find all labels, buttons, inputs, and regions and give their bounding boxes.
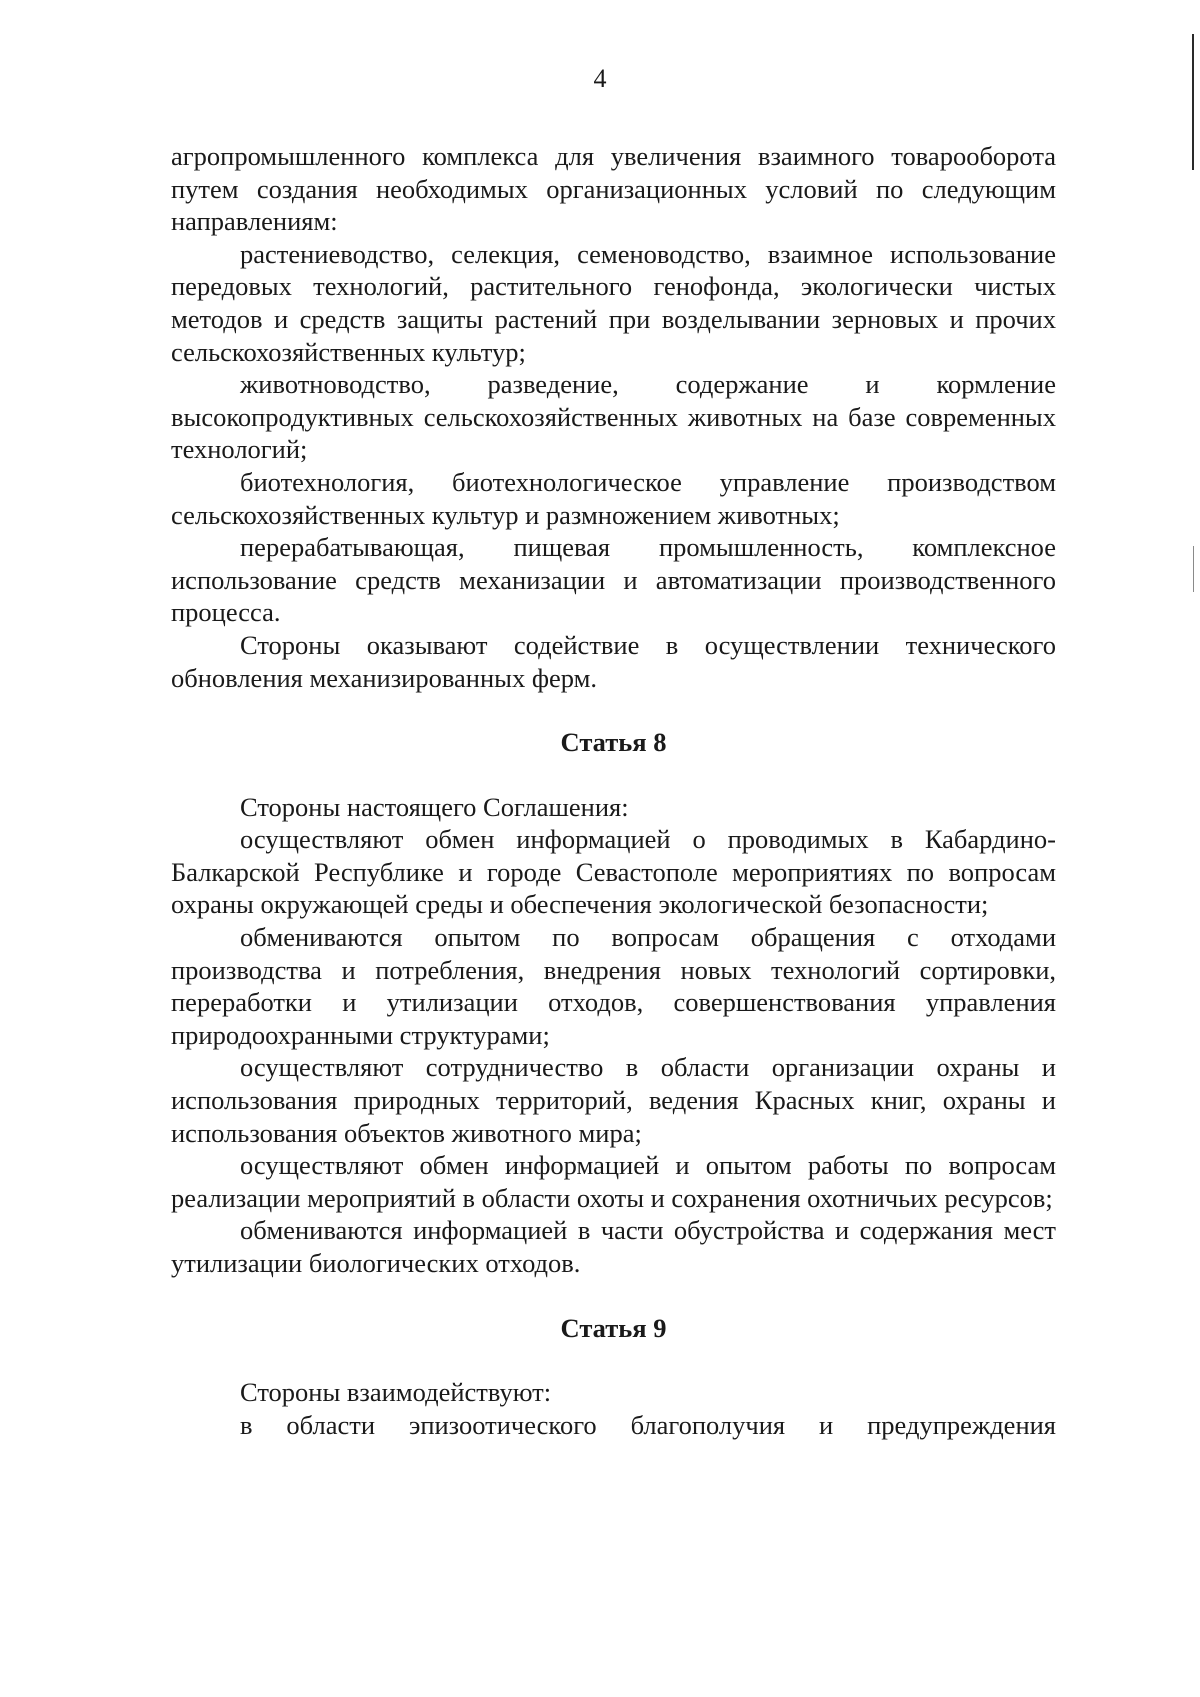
- article-9-intro: Стороны взаимодействуют:: [240, 1377, 552, 1408]
- paragraph-farm-renewal: Стороны оказывают содействие в осуществлении технического обновления механизированных ферм.: [171, 629, 1056, 693]
- document-body: [171, 140, 1056, 1441]
- paragraph-crop-production: растениеводство, селекция, семеноводство, взаимное использование передовых технологий, растительного генофонда, экологически чистых методов и средств защиты растений при возделывании зерновых и прочих сельскохозяйственных культур;: [171, 238, 1056, 367]
- paragraph-processing-industry: перерабатывающая, пищевая промышленность, комплексное использование средств механизации и автоматизации производственного процесса.: [171, 532, 1056, 628]
- article-9-item-epizootic: в области эпизоотического благополучия и предупреждения: [240, 1409, 1056, 1440]
- article-8-item-environment: осуществляют обмен информацией о проводимых в Кабардино-Балкарской Республике и городе Севастополе мероприятиях по вопросам охраны окружающей среды и обеспечения экологической безопасности;: [171, 824, 1056, 920]
- article-9-heading: Статья 9: [560, 1312, 667, 1343]
- article-8-item-bio-waste: обмениваются информацией в части обустройства и содержания мест утилизации биологических отходов.: [171, 1215, 1056, 1278]
- article-8-item-territories: осуществляют сотрудничество в области организации охраны и использования природных территорий, ведения Красных книг, охраны и использования объектов животного мира;: [171, 1052, 1056, 1148]
- paragraph-continuation: агропромышленного комплекса для увеличения взаимного товарооборота путем создания необходимых организационных условий по следующим направлениям:: [171, 141, 1056, 237]
- scan-edge-mark: [1192, 34, 1194, 170]
- article-8-intro: Стороны настоящего Соглашения:: [240, 791, 629, 822]
- article-8-item-hunting: осуществляют обмен информацией и опытом работы по вопросам реализации мероприятий в области охоты и сохранения охотничьих ресурсов;: [171, 1150, 1056, 1213]
- scan-edge-mark: [1193, 546, 1194, 592]
- paragraph-biotechnology: биотехнология, биотехнологическое управление производством сельскохозяйственных культур и размножением животных;: [171, 466, 1056, 530]
- paragraph-livestock: животноводство, разведение, содержание и кормление высокопродуктивных сельскохозяйственных животных на базе современных технологий;: [171, 369, 1056, 465]
- page-number: 4: [593, 64, 607, 93]
- article-8-item-waste: обмениваются опытом по вопросам обращения с отходами производства и потребления, внедрения новых технологий сортировки, переработки и утилизации отходов, совершенствования управления природоохранными структурами;: [171, 922, 1056, 1050]
- article-8-heading: Статья 8: [560, 727, 667, 758]
